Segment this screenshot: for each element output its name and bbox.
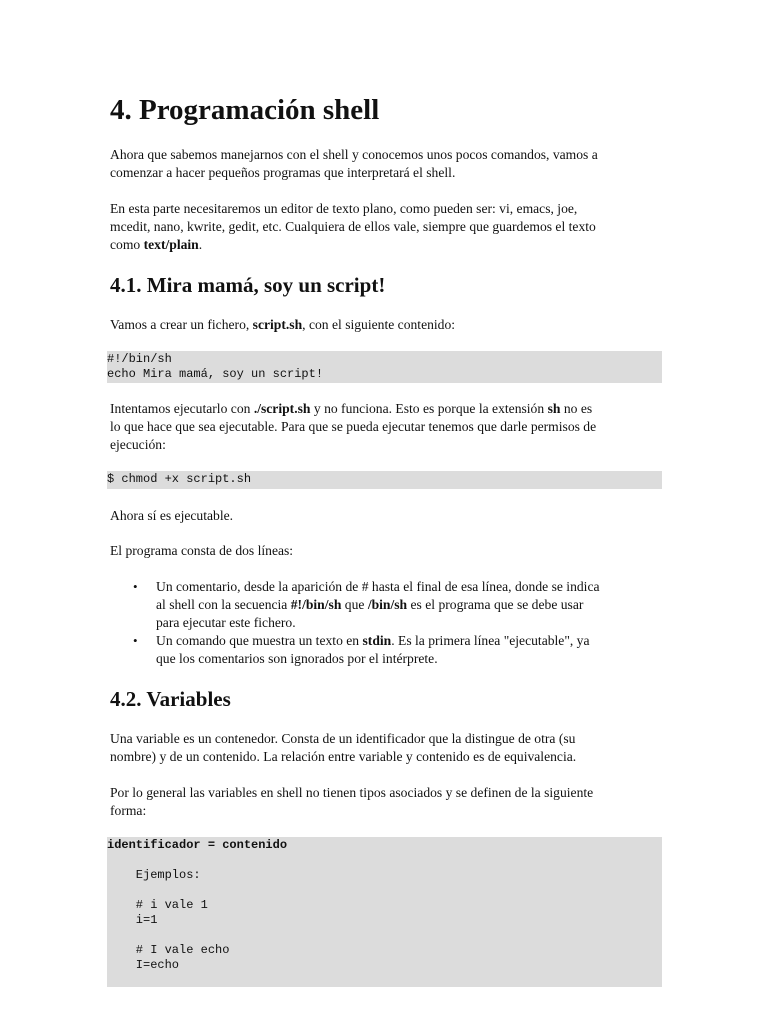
list-item: • Un comentario, desde la aparición de # hasta el final de esa línea, donde se indica al shell con la secuencia #!/bin/sh que /bin/sh es el programa que se debe usar para ejecutar este fichero. [133, 579, 600, 630]
code-line: #!/bin/sh [107, 352, 172, 366]
code-line: Ejemplos: [107, 868, 201, 882]
code-block-chmod [107, 471, 662, 489]
filename-script: script.sh [252, 317, 303, 332]
section-heading-4-2: 4.2. Variables [110, 687, 231, 711]
bullet-list [110, 578, 662, 668]
code-line [107, 883, 662, 898]
code-line: # i vale 1 [107, 898, 208, 912]
intro-paragraph-2: En esta parte necesitaremos un editor de texto plano, como pueden ser: vi, emacs, joe, mcedit, nano, kwrite, gedit, etc. Cualquiera de ellos vale, siempre que guardemos el texto como text/plain. [110, 201, 596, 252]
sec41-paragraph-4: El programa consta de dos líneas: [110, 543, 294, 558]
code-block-variables [107, 837, 662, 987]
code-block-script [107, 351, 662, 383]
sec42-paragraph-1: Una variable es un contenedor. Consta de un identificador que la distingue de otra (su nombre) y de un contenido. La relación entre variable y contenido es de equivalencia. [110, 731, 577, 764]
code-line: I=echo [107, 958, 180, 972]
sec41-paragraph-2: Intentamos ejecutarlo con ./script.sh y no funciona. Esto es porque la extensión sh no es lo que hace que sea ejecutable. Para que se pueda ejecutar tenemos que darle permisos de ejecución: [110, 401, 597, 452]
code-line [107, 853, 662, 868]
code-line: $ chmod +x script.sh [107, 472, 252, 486]
code-line: # I vale echo [107, 943, 230, 957]
mime-type-text: text/plain [143, 237, 199, 252]
code-line: i=1 [107, 913, 158, 927]
code-line: identificador = contenido [107, 838, 288, 852]
bullet-icon: • [133, 633, 138, 648]
code-line [107, 928, 662, 943]
section-heading-4-1: 4.1. Mira mamá, soy un script! [110, 273, 386, 297]
intro-paragraph-1: Ahora que sabemos manejarnos con el shell y conocemos unos pocos comandos, vamos a comenzar a hacer pequeños programas que interpretará el shell. [110, 147, 598, 180]
code-line: echo Mira mamá, soy un script! [107, 367, 324, 381]
sec41-paragraph-3: Ahora sí es ejecutable. [110, 508, 234, 523]
bullet-icon: • [133, 579, 138, 594]
page-title: 4. Programación shell [110, 94, 380, 126]
sec42-paragraph-2: Por lo general las variables en shell no tienen tipos asociados y se definen de la siguiente forma: [110, 785, 594, 818]
sec41-paragraph-1: Vamos a crear un fichero, script.sh, con el siguiente contenido: [110, 317, 456, 332]
list-item: • Un comando que muestra un texto en stdin. Es la primera línea "ejecutable", ya que los comentarios son ignorados por el intérprete. [133, 633, 590, 666]
